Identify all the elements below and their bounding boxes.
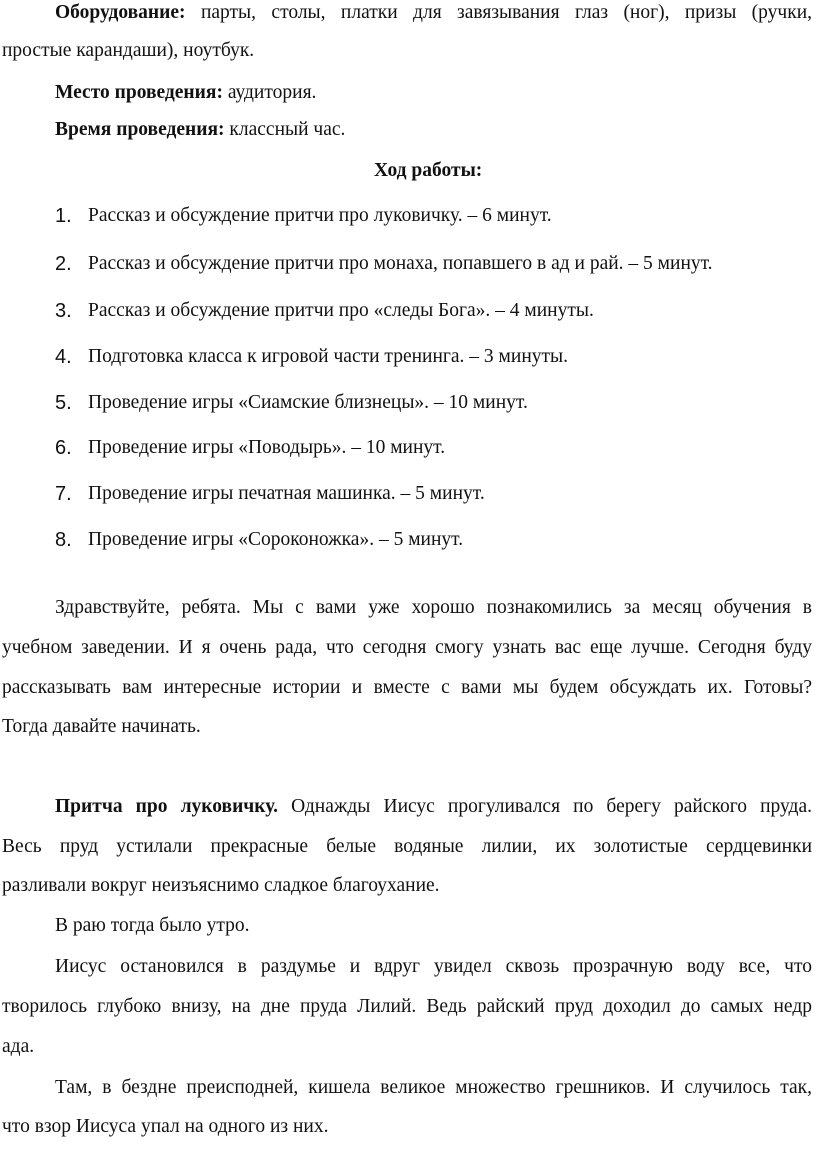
list-item (0, 437, 816, 461)
venue-line (55, 82, 816, 104)
parable-line-3: разливали вокруг неизъяснимо сладкое благоухание. (2, 875, 440, 896)
list-item (0, 346, 816, 370)
list-item (0, 205, 816, 229)
venue-label: Место проведения: (55, 82, 223, 103)
parable-text: Однажды Иисус прогуливался по берегу райского пруда. (291, 796, 813, 817)
equipment-line-1 (55, 2, 812, 24)
time-label: Время проведения: (55, 119, 225, 140)
step-text: Рассказ и обсуждение притчи про «следы Бога». – 4 минуты. (88, 300, 594, 321)
time-line (55, 119, 816, 141)
parable-line-5: Иисус остановился в раздумье и вдруг увидел сквозь прозрачную воду все, что (55, 956, 812, 977)
time-value: классный час. (229, 119, 346, 140)
list-item (0, 300, 816, 324)
step-text: Рассказ и обсуждение притчи про луковичку. – 6 минут. (88, 205, 552, 226)
parable-title: Притча про луковичку. (55, 796, 278, 817)
parable-line-6: творилось глубоко внизу, на дне пруда Лилий. Ведь райский пруд доходил до самых недр (2, 996, 812, 1017)
parable-line-7: ада. (2, 1036, 35, 1057)
step-number: 5. (55, 392, 72, 414)
step-text: Проведение игры «Сороконожка». – 5 минут. (88, 529, 464, 550)
step-number: 6. (55, 437, 72, 459)
step-number: 8. (55, 529, 72, 551)
step-number: 1. (55, 205, 72, 227)
parable-line-8: Там, в бездне преисподней, кишела великое множество грешников. И случилось так, (55, 1077, 812, 1098)
step-text: Проведение игры «Поводырь». – 10 минут. (88, 437, 446, 458)
intro-line-3: рассказывать вам интересные истории и вместе с вами мы будем обсуждать их. Готовы? (2, 677, 812, 698)
equipment-text: парты, столы, платки для завязывания глаз (ног), призы (ручки, (200, 2, 813, 23)
list-item (0, 253, 816, 277)
equipment-label: Оборудование: (55, 2, 186, 23)
parable-line-9: что взор Иисуса упал на одного из них. (2, 1116, 329, 1137)
parable-line-4: В раю тогда было утро. (55, 915, 250, 936)
intro-line-2: учебном заведении. И я очень рада, что сегодня смогу узнать вас еще лучше. Сегодня буду (2, 637, 812, 658)
parable-line-1 (55, 796, 812, 818)
parable-line-2: Весь пруд устилали прекрасные белые водяные лилии, их золотистые сердцевинки (2, 836, 812, 857)
list-item (0, 529, 816, 553)
step-number: 2. (55, 253, 72, 275)
equipment-line-2: простые карандаши), ноутбук. (2, 40, 255, 61)
venue-value: аудитория. (227, 82, 317, 103)
list-item (0, 392, 816, 416)
step-number: 3. (55, 300, 72, 322)
intro-line-4: Тогда давайте начинать. (2, 716, 201, 737)
intro-line-1: Здравствуйте, ребята. Мы с вами уже хорошо познакомились за месяц обучения в (55, 597, 812, 618)
step-text: Рассказ и обсуждение притчи про монаха, попавшего в ад и рай. – 5 минут. (88, 253, 713, 274)
step-text: Проведение игры печатная машинка. – 5 минут. (88, 483, 485, 504)
step-text: Подготовка класса к игровой части тренинга. – 3 минуты. (88, 346, 569, 367)
step-number: 4. (55, 346, 72, 368)
step-text: Проведение игры «Сиамские близнецы». – 10 минут. (88, 392, 528, 413)
list-item (0, 483, 816, 507)
progress-title: Ход работы: (374, 160, 483, 181)
step-number: 7. (55, 483, 72, 505)
